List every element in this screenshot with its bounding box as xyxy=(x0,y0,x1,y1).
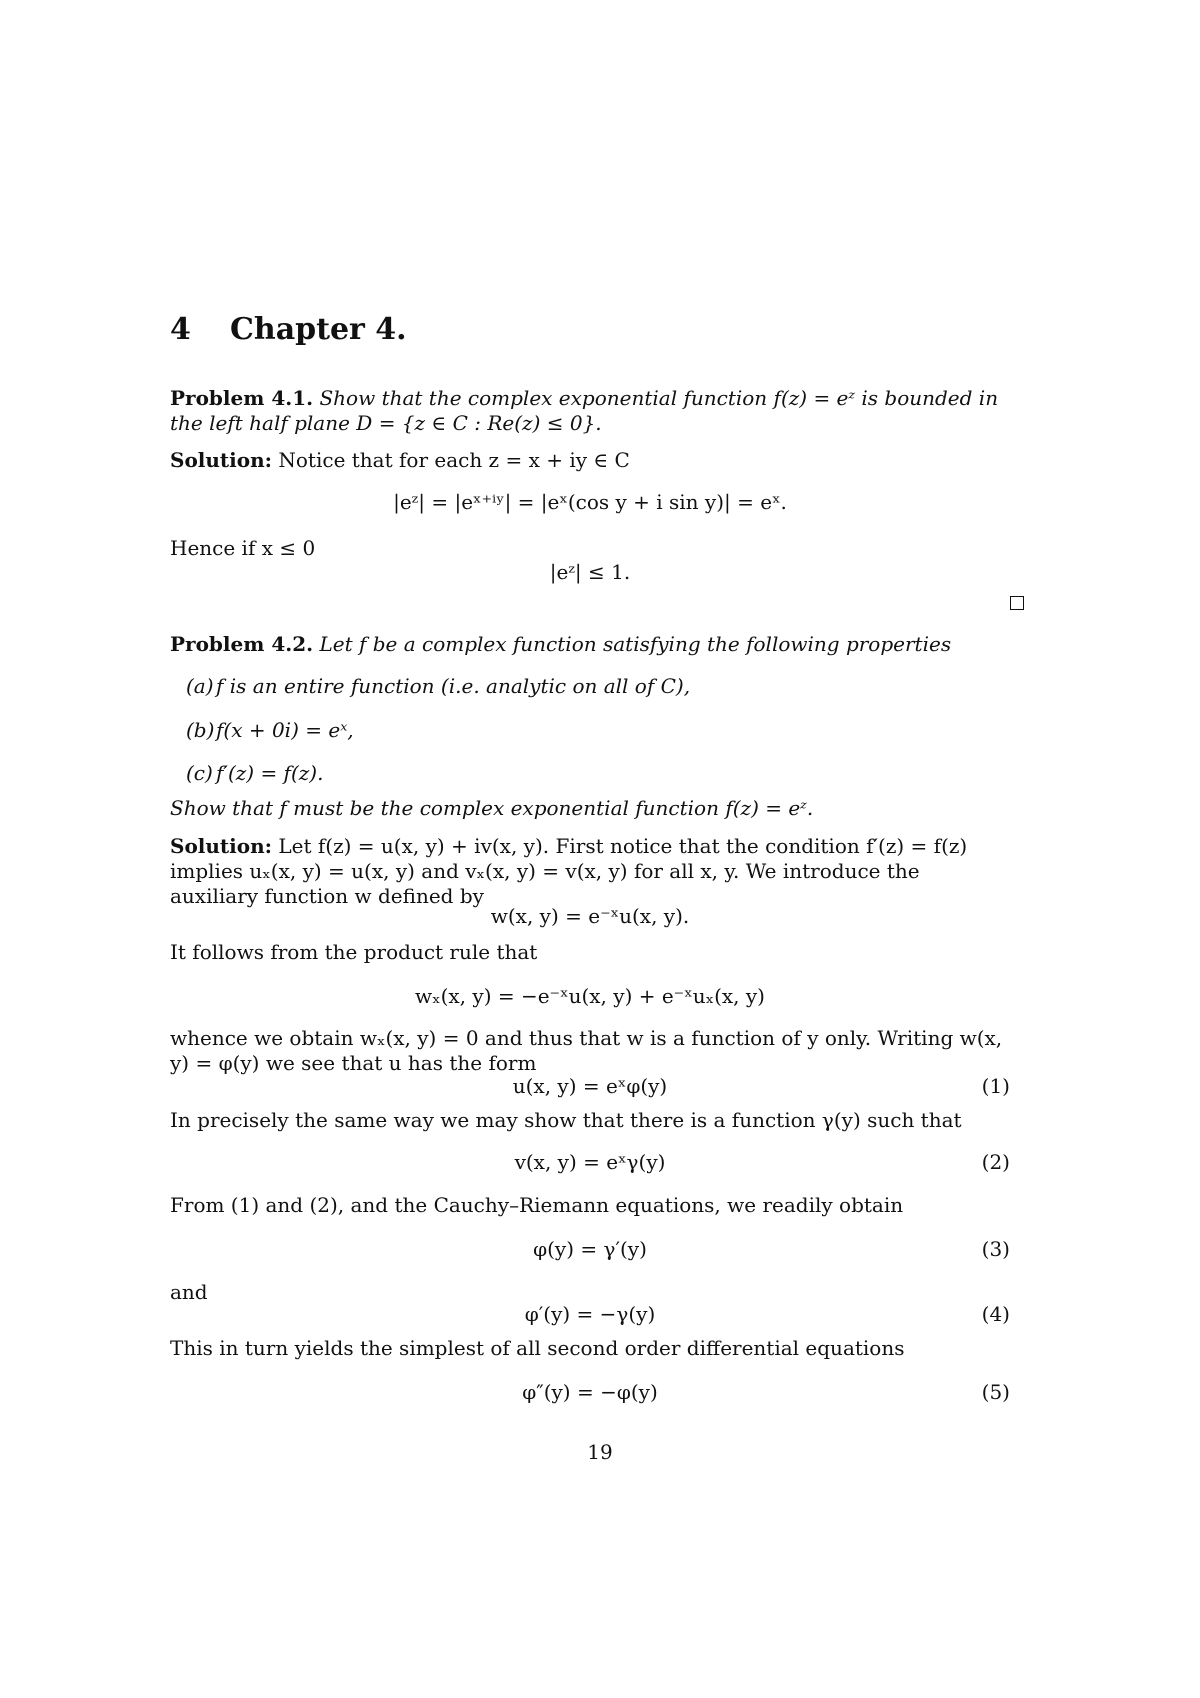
equation-2: v(x, y) = eˣγ(y) xyxy=(514,1150,666,1174)
and-text: and xyxy=(170,1280,208,1304)
product-rule-text: It follows from the product rule that xyxy=(170,940,538,964)
from-text: From (1) and (2), and the Cauchy–Riemann equations, we readily obtain xyxy=(170,1193,904,1217)
list-item xyxy=(186,674,690,698)
list-item-label: (a) xyxy=(186,674,214,698)
page-number: 19 xyxy=(587,1440,613,1464)
equation-3-tag: (3) xyxy=(981,1237,1010,1261)
equation-wx: wₓ(x, y) = −e⁻ˣu(x, y) + e⁻ˣuₓ(x, y) xyxy=(415,984,765,1008)
list-item-text: f′(z) = f(z). xyxy=(216,761,324,785)
equation-bound: |eᶻ| ≤ 1. xyxy=(549,560,631,584)
chapter-number: 4 xyxy=(170,312,191,347)
problem-4-2-conclusion: Show that f must be the complex exponential function f(z) = eᶻ. xyxy=(170,796,814,820)
equation-1: u(x, y) = eˣφ(y) xyxy=(512,1074,668,1098)
list-item-label: (c) xyxy=(186,761,213,785)
precisely-text: In precisely the same way we may show that there is a function γ(y) such that xyxy=(170,1108,962,1132)
equation-5-tag: (5) xyxy=(981,1380,1010,1404)
qed-square-icon xyxy=(1010,596,1024,610)
yields-text: This in turn yields the simplest of all second order differential equations xyxy=(170,1336,905,1360)
equation-2-tag: (2) xyxy=(981,1150,1010,1174)
equation-4-tag: (4) xyxy=(981,1302,1010,1326)
chapter-heading xyxy=(170,312,407,347)
problem-4-2-solution xyxy=(170,834,1010,909)
list-item xyxy=(186,761,323,785)
equation-4: φ′(y) = −γ(y) xyxy=(524,1302,656,1326)
solution-label: Solution: xyxy=(170,834,273,858)
equation-5: φ″(y) = −φ(y) xyxy=(522,1380,658,1404)
equation-modulus: |eᶻ| = |eˣ⁺ⁱʸ| = |eˣ(cos y + i sin y)| = eˣ. xyxy=(393,490,787,514)
list-item-text: f(x + 0i) = eˣ, xyxy=(216,718,354,742)
solution-text: Notice that for each z = x + iy ∈ C xyxy=(278,448,630,472)
problem-4-1-solution-intro xyxy=(170,448,1010,473)
list-item-text: f is an entire function (i.e. analytic on all of C), xyxy=(216,674,691,698)
solution-label: Solution: xyxy=(170,448,273,472)
hence-text: Hence if x ≤ 0 xyxy=(170,536,316,560)
problem-4-2-statement xyxy=(170,632,1010,657)
problem-text: Let f be a complex function satisfying the following properties xyxy=(319,632,952,656)
list-item xyxy=(186,718,354,742)
equation-3: φ(y) = γ′(y) xyxy=(533,1237,647,1261)
problem-label: Problem 4.1. xyxy=(170,386,314,410)
equation-1-tag: (1) xyxy=(981,1074,1010,1098)
equation-w: w(x, y) = e⁻ˣu(x, y). xyxy=(490,904,690,928)
list-item-label: (b) xyxy=(186,718,215,742)
solution-text: Let f(z) = u(x, y) + iv(x, y). First notice that the condition f′(z) = f(z) implies uₓ(x, y) = u(x, y) and vₓ(x, y) = v(x, y) for all x, y. We introduce the auxiliary function w defined by xyxy=(170,834,968,908)
whence-text: whence we obtain wₓ(x, y) = 0 and thus that w is a function of y only. Writing w(x, y) = φ(y) we see that u has the form xyxy=(170,1026,1003,1075)
problem-4-1-statement xyxy=(170,386,1010,436)
chapter-title: Chapter 4. xyxy=(230,312,407,347)
problem-text: Show that the complex exponential function f(z) = eᶻ is bounded in the left half plane D = {z ∈ C : Re(z) ≤ 0}. xyxy=(170,386,999,435)
problem-label: Problem 4.2. xyxy=(170,632,314,656)
